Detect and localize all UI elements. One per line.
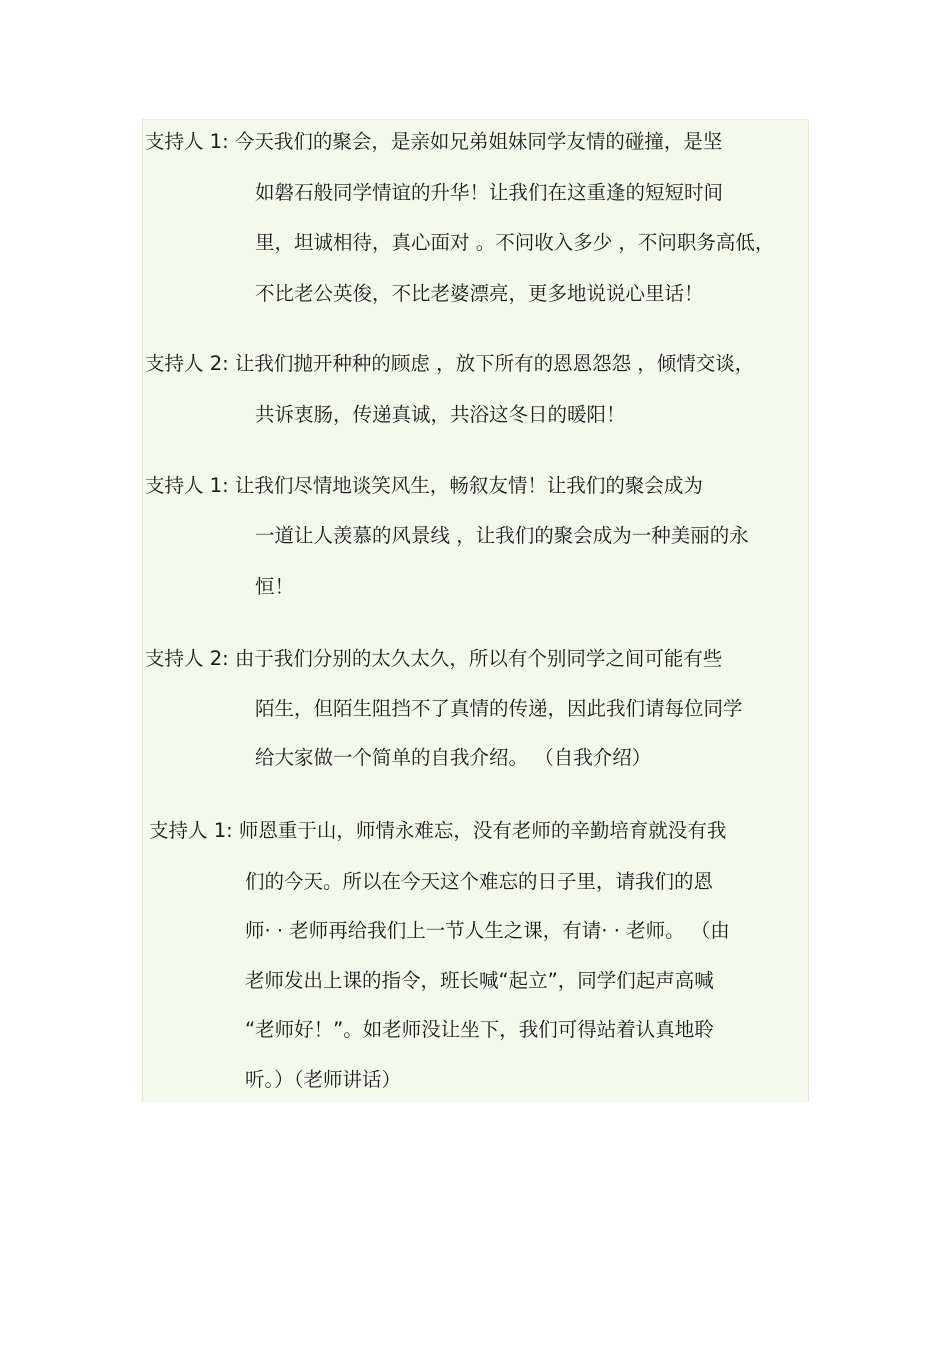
- paragraph-5-line-4: 老师发出上课的指令，班长喊“起立”，同学们起声高喊: [245, 969, 714, 992]
- paragraph-5-line-5: “老师好！”。如老师没让坐下，我们可得站着认真地聆: [245, 1018, 714, 1041]
- paragraph-1-line-1: 支持人 1: 今天我们的聚会，是亲如兄弟姐妹同学友情的碰撞，是坚: [145, 130, 723, 153]
- paragraph-3-line-1: 支持人 1: 让我们尽情地谈笑风生，畅叙友情！让我们的聚会成为: [145, 474, 703, 497]
- paragraph-2-line-2: 共诉衷肠，传递真诚，共浴这冬日的暖阳！: [255, 403, 626, 426]
- paragraph-5-line-2: 们的今天。所以在今天这个难忘的日子里，请我们的恩: [245, 870, 714, 893]
- paragraph-1-line-3: 里，坦诚相待，真心面对 。不问收入多少 ，不问职务高低，: [255, 231, 775, 254]
- paragraph-5-line-1: 支持人 1: 师恩重于山，师情永难忘，没有老师的辛勤培育就没有我: [149, 819, 727, 842]
- paragraph-3-line-3: 恒！: [255, 575, 295, 598]
- document-panel: [142, 119, 809, 1102]
- paragraph-3-line-2: 一道让人羡慕的风景线 ，让我们的聚会成为一种美丽的永: [255, 524, 749, 547]
- paragraph-2-line-1: 支持人 2: 让我们抛开种种的顾虑 ，放下所有的恩恩怨怨 ，倾情交谈，: [145, 352, 755, 375]
- paragraph-4-line-2: 陌生，但陌生阻挡不了真情的传递，因此我们请每位同学: [255, 697, 743, 720]
- paragraph-1-line-4: 不比老公英俊，不比老婆漂亮，更多地说说心里话！: [255, 282, 704, 305]
- paragraph-5-line-6: 听。）（老师讲话）: [245, 1068, 402, 1091]
- paragraph-5-line-3: 师· · 老师再给我们上一节人生之课，有请· · 老师。 （由: [245, 919, 730, 942]
- paragraph-4-line-1: 支持人 2: 由于我们分别的太久太久，所以有个别同学之间可能有些: [145, 647, 723, 670]
- paragraph-4-line-3: 给大家做一个简单的自我介绍。 （自我介绍）: [255, 746, 652, 769]
- paragraph-1-line-2: 如磐石般同学情谊的升华！让我们在这重逢的短短时间: [255, 181, 724, 204]
